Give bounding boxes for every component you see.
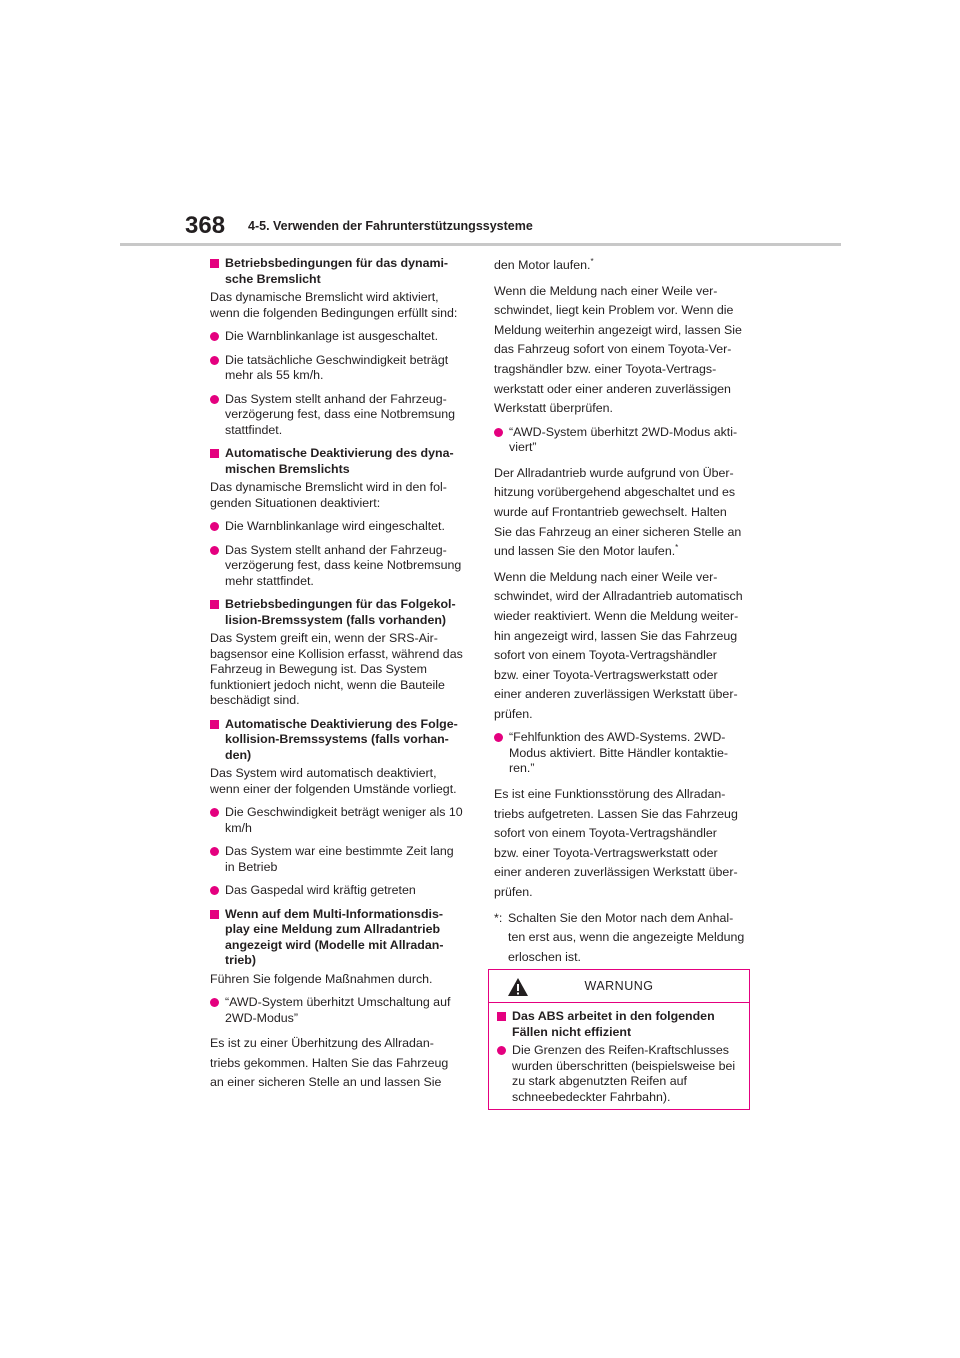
- header-divider: [120, 243, 841, 246]
- bullet-item: Das Gaspedal wird kräftig getreten: [210, 883, 466, 899]
- paragraph: Das dynamische Bremslicht wird aktiviert, wenn die folgenden Bedingungen erfüllt sind:: [210, 290, 458, 320]
- paragraph: [494, 464, 750, 562]
- paragraph: Das System wird automatisch deaktiviert, wenn einer der folgenden Umstände vorliegt.: [210, 766, 457, 796]
- heading-secondary-collision-brake-deactivation: Automatische Deaktivierung des Folge- kollision-Bremssystems (falls vorhan- den): [210, 717, 466, 764]
- warning-box: [488, 969, 750, 1110]
- bullet-item: “Fehlfunktion des AWD-Systems. 2WD- Modus aktiviert. Bitte Händler kontaktie- ren.”: [494, 730, 750, 777]
- bullet-item: Das System stellt anhand der Fahrzeug-verzögerung fest, dass eine Notbremsung stattfindet.: [210, 392, 466, 439]
- bullet-item: Die tatsächliche Geschwindigkeit beträgt mehr als 55 km/h.: [210, 353, 466, 384]
- paragraph: [494, 256, 750, 276]
- warning-body: [489, 1003, 749, 1105]
- footnote-text: Schalten Sie den Motor nach dem Anhal- ten erst aus, wenn die angezeigte Meldung erloschen ist.: [508, 910, 745, 964]
- paragraph: Wenn die Meldung nach einer Weile ver- schwindet, liegt kein Problem vor. Wenn die Meldung weiterhin angezeigt wird, lassen Sie das Fahrzeug sofort von einem Toyota-Ver- tragshändler bzw. einer Toyota-Vertrags- werkstatt oder einer anderen zuverlässigen Werkstatt überprüfen.: [494, 283, 742, 416]
- footnote: [494, 909, 750, 968]
- warning-triangle-icon: [507, 977, 529, 997]
- section-title: 4-5. Verwenden der Fahrunterstützungssysteme: [248, 219, 533, 233]
- footnote-mark: *:: [494, 910, 503, 925]
- page-number: 368: [185, 212, 226, 239]
- paragraph: Führen Sie folgende Maßnahmen durch.: [210, 971, 433, 986]
- bullet-item: Die Warnblinkanlage ist ausgeschaltet.: [210, 329, 466, 345]
- paragraph-text: Der Allradantrieb wurde aufgrund von Über- hitzung vorübergehend abgeschaltet und es wurde auf Frontantrieb gewechselt. Halten Sie das Fahrzeug an einer sicheren Stelle an und lassen Sie den Motor laufen.: [494, 465, 742, 559]
- paragraph: Es ist zu einer Überhitzung des Allradan- triebs gekommen. Halten Sie das Fahrzeug an einer sicheren Stelle an und lassen Sie: [210, 1036, 449, 1090]
- bullet-item: Die Warnblinkanlage wird eingeschaltet.: [210, 519, 466, 535]
- right-column: [494, 256, 750, 967]
- paragraph-text: den Motor laufen.: [494, 258, 591, 272]
- heading-dynamic-brakelight-conditions: Betriebsbedingungen für das dynami- sche Bremslicht: [210, 256, 466, 287]
- left-column: [210, 256, 466, 1099]
- bullet-item: Das System stellt anhand der Fahrzeug-verzögerung fest, dass keine Notbremsung mehr stattfindet.: [210, 543, 466, 590]
- warning-bullet: Die Grenzen des Reifen-Kraftschlusses wurden überschritten (beispielsweise bei zu stark abgenutzten Reifen auf schneebedeckter Fahrbahn).: [497, 1043, 741, 1105]
- heading-secondary-collision-brake-conditions: Betriebsbedingungen für das Folgekol- lision-Bremssystem (falls vorhanden): [210, 597, 466, 628]
- warning-title: WARNUNG: [584, 979, 654, 993]
- warning-heading: Das ABS arbeitet in den folgenden Fällen nicht effizient: [497, 1009, 741, 1040]
- bullet-item: “AWD-System überhitzt Umschaltung auf 2WD-Modus”: [210, 995, 466, 1026]
- warning-header: [489, 970, 749, 1003]
- bullet-item: Das System war eine bestimmte Zeit lang in Betrieb: [210, 844, 466, 875]
- heading-dynamic-brakelight-deactivation: Automatische Deaktivierung des dyna- mischen Bremslichts: [210, 446, 466, 477]
- paragraph: Das System greift ein, wenn der SRS-Air-bagsensor eine Kollision erfasst, während das Fahrzeug in Bewegung ist. Das System funktioniert jedoch nicht, wenn die Bauteile beschädigt sind.: [210, 631, 463, 707]
- footnote-marker: *: [590, 256, 594, 266]
- paragraph: Das dynamische Bremslicht wird in den fol-genden Situationen deaktiviert:: [210, 480, 447, 510]
- heading-awd-message: Wenn auf dem Multi-Informationsdis- play eine Meldung zum Allradantrieb angezeigt wird (Modelle mit Allradan- trieb): [210, 907, 466, 969]
- footnote-marker: *: [675, 543, 679, 552]
- bullet-item: Die Geschwindigkeit beträgt weniger als 10 km/h: [210, 805, 466, 836]
- paragraph: Es ist eine Funktionsstörung des Allradan- triebs aufgetreten. Lassen Sie das Fahrzeug sofort von einem Toyota-Vertragshändler bzw. einer Toyota-Vertragswerkstatt oder einer anderen zuverlässigen Werkstatt über- prüfen.: [494, 786, 738, 899]
- bullet-item: “AWD-System überhitzt 2WD-Modus akti- viert”: [494, 425, 750, 456]
- paragraph: Wenn die Meldung nach einer Weile ver- schwindet, wird der Allradantrieb automatisch wieder reaktiviert. Wenn die Meldung weiter- hin angezeigt wird, lassen Sie das Fahrzeug sofort von einem Toyota-Vertragshändler bzw. einer Toyota-Vertragswerkstatt oder einer anderen zuverlässigen Werkstatt über- prüfen.: [494, 569, 743, 721]
